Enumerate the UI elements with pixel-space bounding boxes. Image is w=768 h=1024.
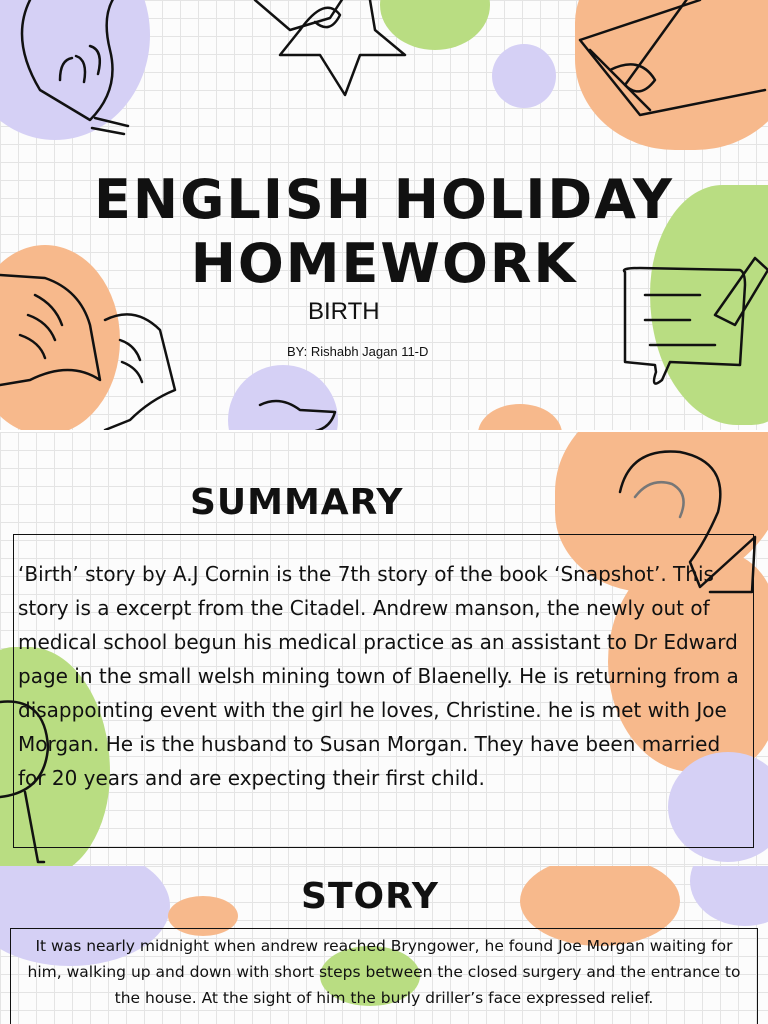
star-icon [255, 0, 405, 95]
summary-slide [0, 430, 768, 868]
checkbox-icon [580, 0, 765, 115]
cover-slide [0, 0, 768, 430]
summary-text: ‘Birth’ story by A.J Cornin is the 7th story of the book ‘Snapshot’. This story is a excerpt from the Citadel. Andrew manson, the newly out of medical school begun his medical practice as an assistant to Dr Edward page in the small welsh mining town of Blaenelly. He is returning from a disappointing event with the girl he loves, Christine. he is met with Joe Morgan. He is the husband to Susan Morgan. They have been married for 20 years and are expecting their first child. [13, 534, 754, 848]
lightbulb-icon [22, 0, 128, 134]
story-heading: STORY [301, 876, 439, 917]
story-text: It was nearly midnight when andrew reached Bryngower, he found Joe Morgan waiting for him, walking up and down with short steps between the closed surgery and the entrance to the house. At the sight of him the burly driller’s face expressed relief. [10, 928, 758, 1024]
author-line: BY: Rishabh Jagan 11-D [287, 344, 429, 359]
page-title: ENGLISH HOLIDAY HOMEWORK [94, 168, 674, 295]
story-title: BIRTH [308, 298, 380, 325]
story-slide [0, 866, 768, 1024]
open-book-icon [0, 275, 175, 430]
summary-heading: SUMMARY [190, 482, 404, 523]
